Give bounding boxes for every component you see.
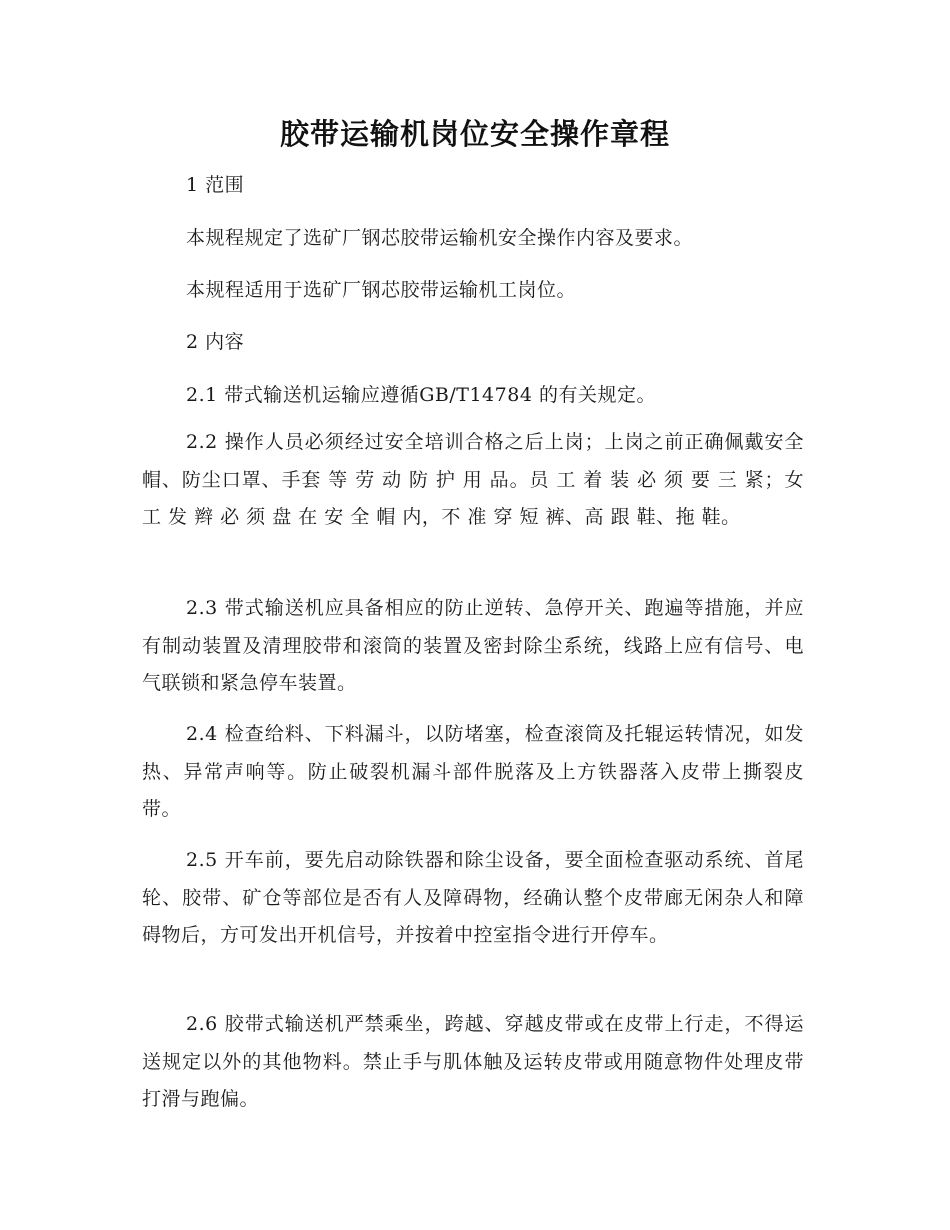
section-heading-scope: 1 范围	[186, 174, 245, 196]
paragraph-2-4: 2.4 检查给料、下料漏斗，以防堵塞，检查滚筒及托辊运转情况，如发热、异常声响等。防止破裂机漏斗部件脱落及上方铁器落入皮带上撕裂皮带。	[142, 723, 804, 821]
paragraph-2-2: 2.2 操作人员必须经过安全培训合格之后上岗；上岗之前正确佩戴安全帽、防尘口罩、手套 等 劳 动 防 护 用 品。员 工 着 装 必 须 要 三 紧；女 工 发 辫 必 须 盘 在 安 全 帽 内，不 准 穿 短 裤、高 跟 鞋、拖 鞋。	[142, 431, 804, 529]
paragraph-scope-2: 本规程适用于选矿厂钢芯胶带运输机工岗位。	[186, 279, 577, 301]
paragraph-2-1: 2.1 带式输送机运输应遵循GB/T14784 的有关规定。	[186, 384, 656, 406]
page-title: 胶带运输机岗位安全操作章程	[279, 117, 670, 151]
paragraph-2-5: 2.5 开车前，要先启动除铁器和除尘设备，要全面检查驱动系统、首尾轮、胶带、矿仓等部位是否有人及障碍物，经确认整个皮带廊无闲杂人和障碍物后，方可发出开机信号，并按着中控室指令进行开停车。	[142, 849, 804, 947]
section-heading-content: 2 内容	[186, 331, 245, 353]
paragraph-scope-1: 本规程规定了选矿厂钢芯胶带运输机安全操作内容及要求。	[186, 227, 694, 249]
paragraph-2-3: 2.3 带式输送机应具备相应的防止逆转、急停开关、跑遍等措施，并应有制动装置及清理胶带和滚筒的装置及密封除尘系统，线路上应有信号、电气联锁和紧急停车装置。	[142, 597, 804, 695]
paragraph-2-6: 2.6 胶带式输送机严禁乘坐，跨越、穿越皮带或在皮带上行走，不得运送规定以外的其他物料。禁止手与肌体触及运转皮带或用随意物件处理皮带打滑与跑偏。	[142, 1013, 804, 1111]
